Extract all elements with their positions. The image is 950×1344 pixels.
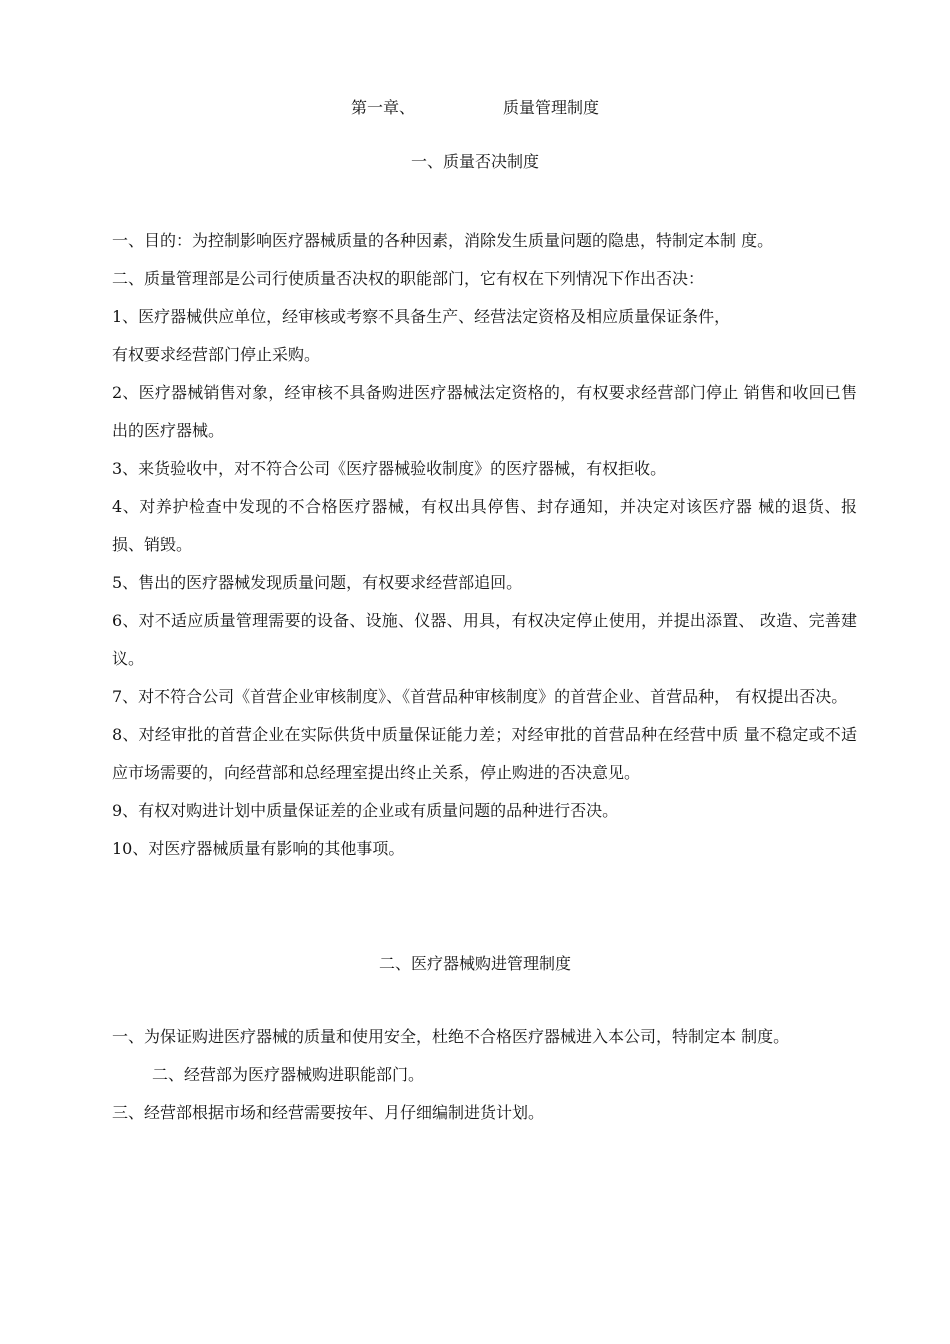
section-body-purchase-management [112, 1018, 857, 1132]
chapter-name: 质量管理制度 [503, 98, 600, 117]
paragraph: 有权要求经营部门停止采购。 [112, 345, 321, 364]
paragraph: 二、质量管理部是公司行使质量否决权的职能部门，它有权在下列情况下作出否决： [112, 269, 705, 288]
paragraph: 二、经营部为医疗器械购进职能部门。 [152, 1065, 425, 1084]
paragraph: 一、目的：为控制影响医疗器械质量的各种因素，消除发生质量问题的隐患，特制定本制 度。 [112, 231, 774, 250]
paragraph: 8、对经审批的首营企业在实际供货中质量保证能力差；对经审批的首营品种在经营中质 量不稳定或不适应市场需要的，向经营部和总经理室提出终止关系，停止购进的否决意见。 [112, 725, 857, 782]
paragraph: 9、有权对购进计划中质量保证差的企业或有质量问题的品种进行否决。 [112, 801, 619, 820]
paragraph: 5、售出的医疗器械发现质量问题，有权要求经营部追回。 [112, 573, 523, 592]
paragraph: 10、对医疗器械质量有影响的其他事项。 [112, 839, 405, 858]
paragraph: 三、经营部根据市场和经营需要按年、月仔细编制进货计划。 [112, 1103, 545, 1122]
section-title-purchase-management: 二、医疗器械购进管理制度 [378, 954, 571, 973]
paragraph: 7、对不符合公司《首营企业审核制度》、《首营品种审核制度》的首营企业、首营品种， 有权提出否决。 [112, 687, 848, 706]
paragraph: 一、为保证购进医疗器械的质量和使用安全，杜绝不合格医疗器械进入本公司，特制定本 制度。 [112, 1027, 790, 1046]
chapter-prefix: 第一章、 [350, 98, 415, 117]
paragraph: 2、医疗器械销售对象，经审核不具备购进医疗器械法定资格的，有权要求经营部门停止 销售和收回已售出的医疗器械。 [112, 383, 857, 440]
section-body-quality-veto [112, 222, 857, 868]
paragraph: 6、对不适应质量管理需要的设备、设施、仪器、用具，有权决定停止使用，并提出添置、 改造、完善建议。 [112, 611, 857, 668]
section-title-quality-veto: 一、质量否决制度 [410, 152, 539, 171]
chapter-title [0, 96, 950, 120]
paragraph: 1、医疗器械供应单位，经审核或考察不具备生产、经营法定资格及相应质量保证条件， [112, 307, 731, 326]
paragraph: 3、来货验收中，对不符合公司《医疗器械验收制度》的医疗器械，有权拒收。 [112, 459, 667, 478]
paragraph: 4、对养护检查中发现的不合格医疗器械，有权出具停售、封存通知，并决定对该医疗器 械的退货、报损、销毁。 [112, 497, 857, 554]
